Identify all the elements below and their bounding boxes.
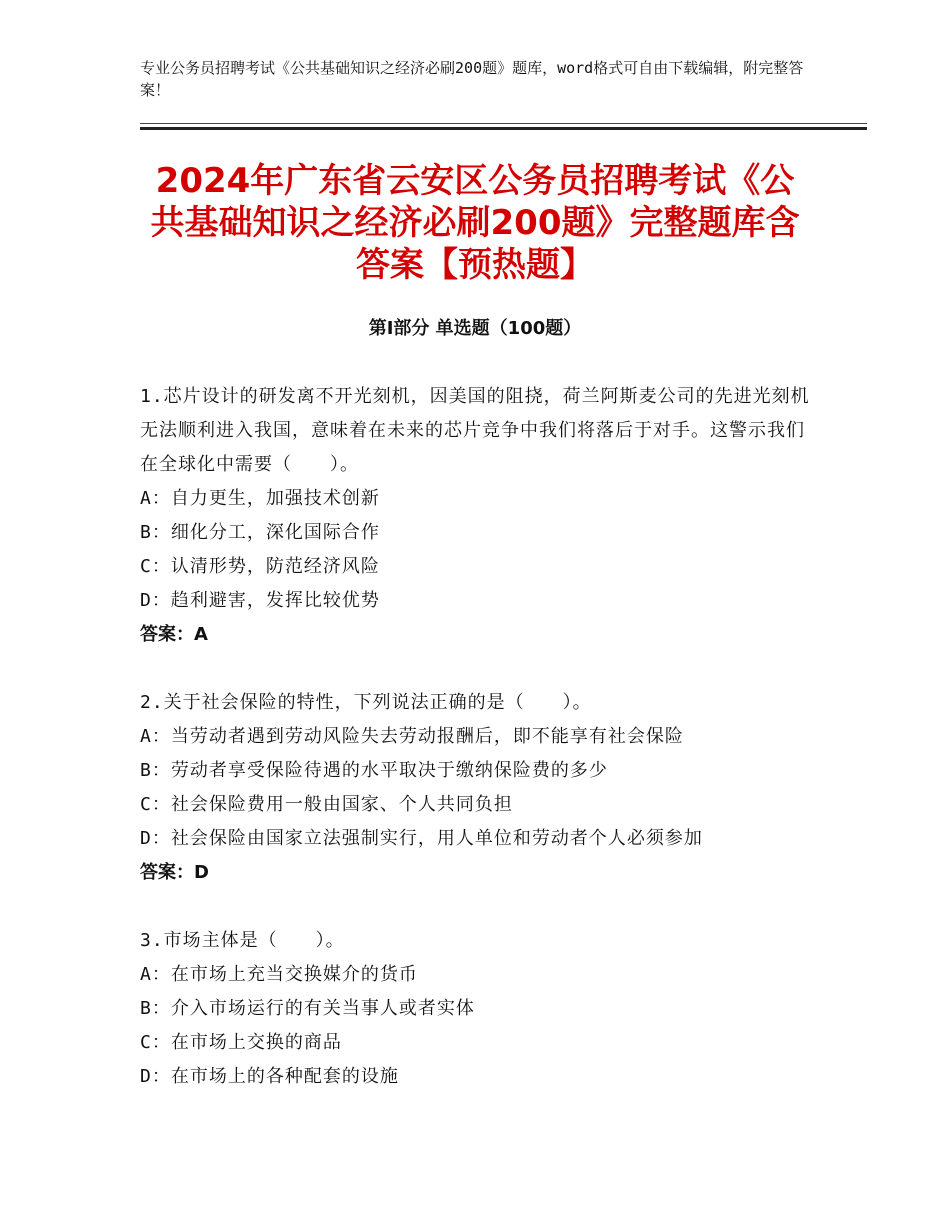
- option-d: D：社会保险由国家立法强制实行，用人单位和劳动者个人必须参加: [140, 828, 703, 849]
- option-b: B：细化分工，深化国际合作: [140, 522, 380, 543]
- option-a: A：在市场上充当交换媒介的货币: [140, 964, 418, 985]
- option-b: B：劳动者享受保险待遇的水平取决于缴纳保险费的多少: [140, 760, 608, 781]
- answer: 答案：D: [140, 862, 209, 883]
- header-divider-thin: [140, 123, 867, 124]
- option-a: A：当劳动者遇到劳动风险失去劳动报酬后，即不能享有社会保险: [140, 726, 684, 747]
- option-c: C：在市场上交换的商品: [140, 1032, 342, 1053]
- option-d: D：在市场上的各种配套的设施: [140, 1066, 399, 1087]
- question-2: [140, 686, 820, 890]
- option-a: A：自力更生，加强技术创新: [140, 488, 380, 509]
- option-d: D：趋利避害，发挥比较优势: [140, 590, 380, 611]
- section-title: 第Ⅰ部分 单选题（100题）: [368, 318, 582, 339]
- answer: 答案：A: [140, 624, 208, 645]
- question-stem: 2.关于社会保险的特性，下列说法正确的是（ ）。: [140, 692, 592, 713]
- option-b: B：介入市场运行的有关当事人或者实体: [140, 998, 475, 1019]
- question-3: [140, 924, 820, 1094]
- question-stem: 3.市场主体是（ ）。: [140, 930, 345, 951]
- option-c: C：认清形势，防范经济风险: [140, 556, 380, 577]
- header-divider-thick: [140, 127, 867, 130]
- document-title: 2024年广东省云安区公务员招聘考试《公共基础知识之经济必刷200题》完整题库含答案【预热题】: [150, 161, 800, 285]
- header-note: 专业公务员招聘考试《公共基础知识之经济必刷200题》题库，word格式可自由下载编辑，附完整答案！: [140, 59, 804, 99]
- question-1: [140, 380, 820, 652]
- question-stem: 1.芯片设计的研发离不开光刻机，因美国的阻挠，荷兰阿斯麦公司的先进光刻机无法顺利进入我国，意味着在未来的芯片竞争中我们将落后于对手。这警示我们在全球化中需要（ ）。: [140, 386, 810, 475]
- option-c: C：社会保险费用一般由国家、个人共同负担: [140, 794, 513, 815]
